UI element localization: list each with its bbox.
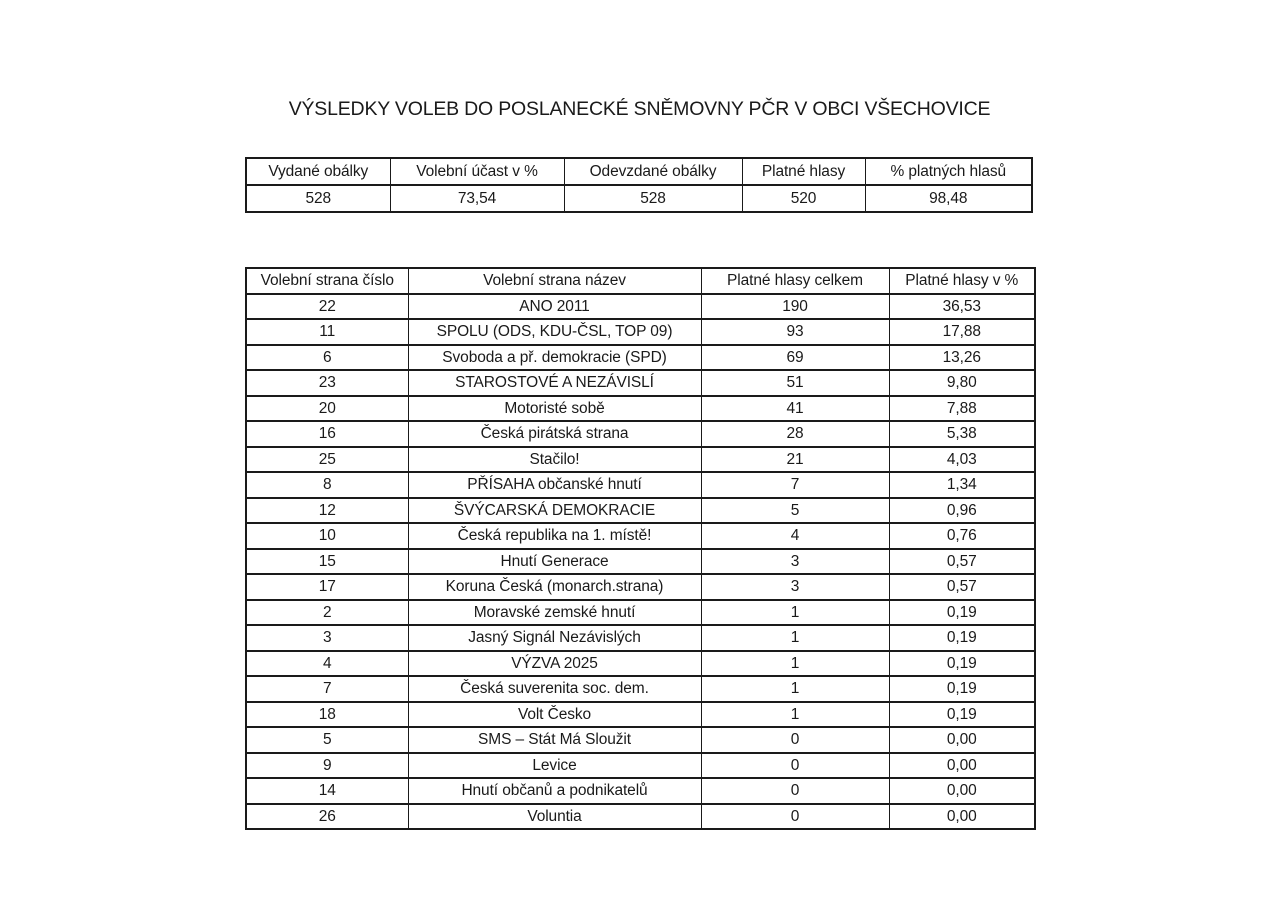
table-cell: 2: [246, 600, 408, 626]
table-cell: 41: [701, 396, 889, 422]
results-table-body: [246, 294, 1035, 830]
table-cell: 520: [742, 185, 865, 212]
table-cell: 1: [701, 600, 889, 626]
table-cell: 22: [246, 294, 408, 320]
table-cell: Stačilo!: [408, 447, 701, 473]
table-cell: Voluntia: [408, 804, 701, 830]
results-table-header-row: [246, 268, 1035, 294]
table-cell: 3: [246, 625, 408, 651]
table-cell: SMS – Stát Má Sloužit: [408, 727, 701, 753]
table-cell: 23: [246, 370, 408, 396]
table-cell: PŘÍSAHA občanské hnutí: [408, 472, 701, 498]
table-cell: 0,19: [889, 702, 1035, 728]
summary-table-header-row: [246, 158, 1032, 185]
table-cell: Volt Česko: [408, 702, 701, 728]
table-cell: 4: [246, 651, 408, 677]
table-cell: ŠVÝCARSKÁ DEMOKRACIE: [408, 498, 701, 524]
table-row: [246, 294, 1035, 320]
table-cell: 13,26: [889, 345, 1035, 371]
table-cell: 98,48: [865, 185, 1032, 212]
table-row: [246, 727, 1035, 753]
table-row: [246, 804, 1035, 830]
table-cell: 0,00: [889, 753, 1035, 779]
table-row: [246, 523, 1035, 549]
column-header: Volební účast v %: [390, 158, 564, 185]
table-row: [246, 396, 1035, 422]
table-cell: 16: [246, 421, 408, 447]
table-cell: 4: [701, 523, 889, 549]
column-header: Vydané obálky: [246, 158, 390, 185]
table-cell: 5: [246, 727, 408, 753]
table-cell: 0,19: [889, 676, 1035, 702]
table-cell: SPOLU (ODS, KDU-ČSL, TOP 09): [408, 319, 701, 345]
table-cell: 0,00: [889, 778, 1035, 804]
table-cell: 1,34: [889, 472, 1035, 498]
table-cell: 28: [701, 421, 889, 447]
column-header: Platné hlasy v %: [889, 268, 1035, 294]
column-header: Volební strana název: [408, 268, 701, 294]
table-cell: ANO 2011: [408, 294, 701, 320]
table-cell: 0: [701, 778, 889, 804]
table-cell: 14: [246, 778, 408, 804]
table-row: [246, 472, 1035, 498]
table-cell: 3: [701, 574, 889, 600]
table-cell: 8: [246, 472, 408, 498]
table-cell: Moravské zemské hnutí: [408, 600, 701, 626]
table-cell: 93: [701, 319, 889, 345]
table-cell: STAROSTOVÉ A NEZÁVISLÍ: [408, 370, 701, 396]
table-cell: 0,57: [889, 574, 1035, 600]
table-cell: 69: [701, 345, 889, 371]
column-header: Odevzdané obálky: [564, 158, 742, 185]
table-cell: 0,96: [889, 498, 1035, 524]
table-cell: Hnutí Generace: [408, 549, 701, 575]
table-cell: 5: [701, 498, 889, 524]
table-row: [246, 549, 1035, 575]
table-cell: 1: [701, 702, 889, 728]
table-cell: 0,00: [889, 727, 1035, 753]
table-row: [246, 625, 1035, 651]
table-cell: 0,00: [889, 804, 1035, 830]
document-content: [245, 0, 1034, 905]
table-cell: 20: [246, 396, 408, 422]
table-cell: 190: [701, 294, 889, 320]
table-cell: 17: [246, 574, 408, 600]
table-cell: 528: [246, 185, 390, 212]
table-row: [246, 370, 1035, 396]
table-cell: 4,03: [889, 447, 1035, 473]
table-cell: Svoboda a př. demokracie (SPD): [408, 345, 701, 371]
table-row: [246, 345, 1035, 371]
table-cell: 18: [246, 702, 408, 728]
table-cell: 3: [701, 549, 889, 575]
table-cell: 0: [701, 727, 889, 753]
table-cell: 17,88: [889, 319, 1035, 345]
table-cell: Jasný Signál Nezávislých: [408, 625, 701, 651]
results-table: [245, 267, 1036, 830]
table-cell: 0: [701, 753, 889, 779]
table-cell: 1: [701, 676, 889, 702]
table-cell: 6: [246, 345, 408, 371]
table-cell: Motoristé sobě: [408, 396, 701, 422]
table-row: [246, 702, 1035, 728]
table-row: [246, 574, 1035, 600]
table-row: [246, 778, 1035, 804]
table-row: [246, 753, 1035, 779]
table-cell: 0,57: [889, 549, 1035, 575]
table-row: [246, 319, 1035, 345]
column-header: Platné hlasy celkem: [701, 268, 889, 294]
table-cell: 1: [701, 625, 889, 651]
table-cell: Hnutí občanů a podnikatelů: [408, 778, 701, 804]
table-cell: 0: [701, 804, 889, 830]
table-cell: 7,88: [889, 396, 1035, 422]
table-cell: Česká suverenita soc. dem.: [408, 676, 701, 702]
table-cell: 25: [246, 447, 408, 473]
page-title: VÝSLEDKY VOLEB DO POSLANECKÉ SNĚMOVNY PČR V OBCI VŠECHOVICE: [288, 98, 991, 120]
table-cell: 0,19: [889, 600, 1035, 626]
table-cell: 11: [246, 319, 408, 345]
table-cell: 0,19: [889, 625, 1035, 651]
table-cell: Česká republika na 1. místě!: [408, 523, 701, 549]
table-cell: 0,76: [889, 523, 1035, 549]
table-row: [246, 185, 1032, 212]
table-cell: Česká pirátská strana: [408, 421, 701, 447]
table-row: [246, 651, 1035, 677]
table-cell: 0,19: [889, 651, 1035, 677]
table-cell: 15: [246, 549, 408, 575]
table-row: [246, 600, 1035, 626]
table-row: [246, 498, 1035, 524]
table-cell: VÝZVA 2025: [408, 651, 701, 677]
summary-table: [245, 157, 1033, 213]
table-cell: 9: [246, 753, 408, 779]
table-cell: Koruna Česká (monarch.strana): [408, 574, 701, 600]
table-row: [246, 676, 1035, 702]
table-cell: Levice: [408, 753, 701, 779]
table-cell: 1: [701, 651, 889, 677]
table-row: [246, 421, 1035, 447]
table-row: [246, 447, 1035, 473]
column-header: % platných hlasů: [865, 158, 1032, 185]
table-cell: 36,53: [889, 294, 1035, 320]
table-cell: 26: [246, 804, 408, 830]
table-cell: 7: [701, 472, 889, 498]
table-cell: 7: [246, 676, 408, 702]
column-header: Volební strana číslo: [246, 268, 408, 294]
table-cell: 51: [701, 370, 889, 396]
table-cell: 10: [246, 523, 408, 549]
table-cell: 9,80: [889, 370, 1035, 396]
table-cell: 528: [564, 185, 742, 212]
column-header: Platné hlasy: [742, 158, 865, 185]
table-cell: 5,38: [889, 421, 1035, 447]
table-cell: 73,54: [390, 185, 564, 212]
table-cell: 21: [701, 447, 889, 473]
summary-table-body: [246, 185, 1032, 212]
table-cell: 12: [246, 498, 408, 524]
